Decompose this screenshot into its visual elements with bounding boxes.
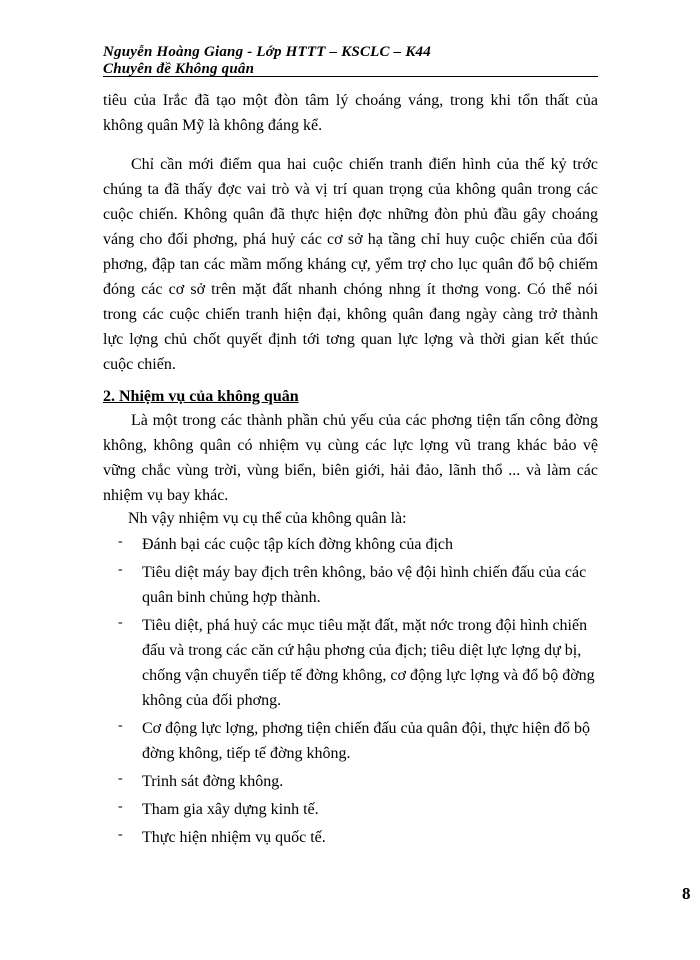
bullet-marker: - bbox=[118, 615, 123, 630]
task-text: Tiêu diệt, phá huỷ các mục tiêu mặt đất, mặt nớc trong đội hình chiến đấu và trong các căn cứ hậu phơng của địch; tiêu diệt lực lợng dự bị, chống vận chuyển tiếp tế đờng không, cơ động lực lợng và đổ bộ đờng không của đối phơng. bbox=[142, 617, 595, 709]
list-item bbox=[118, 825, 600, 850]
tasks-list bbox=[118, 532, 600, 853]
list-item bbox=[118, 560, 600, 610]
list-item bbox=[118, 797, 600, 822]
summary-paragraph-text: Chỉ cần mới điểm qua hai cuộc chiến tranh điển hình của thế kỷ trớc chúng ta đã thấy đợc vai trò và vị trí quan trọng của không quân trong các cuộc chiến. Không quân đã thực hiện đợc những đòn phủ đầu gây choáng váng cho đối phơng, phá huỷ các cơ sở hạ tầng chỉ huy cuộc chiến của đối phơng, đập tan các mầm mống kháng cự, yểm trợ cho lục quân đổ bộ chiếm đóng các cơ sở trên mặt đất nhanh chóng nhng ít thơng vong. Có thể nói trong các cuộc chiến tranh hiện đại, không quân đang ngày càng trở thành lực lợng chủ chốt quyết định tới tơng quan lực lợng và thời gian kết thúc cuộc chiến. bbox=[103, 156, 598, 373]
task-text: Trinh sát đờng không. bbox=[142, 773, 284, 790]
header-topic-line: Chuyên đề Không quân bbox=[103, 61, 255, 77]
section-paragraph bbox=[103, 408, 598, 508]
bullet-marker: - bbox=[118, 718, 123, 733]
intro-paragraph bbox=[103, 88, 598, 138]
page-number: 8 bbox=[682, 884, 691, 903]
bullet-marker: - bbox=[118, 562, 123, 577]
bullet-marker: - bbox=[118, 534, 123, 549]
bullet-marker: - bbox=[118, 827, 123, 842]
task-text: Tham gia xây dựng kinh tế. bbox=[142, 801, 319, 818]
list-item bbox=[118, 532, 600, 557]
task-text: Đánh bại các cuộc tập kích đờng không của địch bbox=[142, 536, 454, 553]
list-item bbox=[118, 716, 600, 766]
list-item bbox=[118, 613, 600, 713]
summary-paragraph bbox=[103, 152, 598, 377]
intro-paragraph-text: tiêu của Irắc đã tạo một đòn tâm lý choáng váng, trong khi tổn thất của không quân Mỹ là không đáng kể. bbox=[103, 92, 598, 134]
task-text: Thực hiện nhiệm vụ quốc tế. bbox=[142, 829, 326, 846]
section-paragraph-text: Là một trong các thành phần chủ yếu của các phơng tiện tấn công đờng không, không quân có nhiệm vụ cùng các lực lợng vũ trang khác bảo vệ vững chắc vùng trời, vùng biển, biên giới, hải đảo, lãnh thổ ... và làm các nhiệm vụ bay khác. bbox=[103, 412, 598, 504]
header-divider bbox=[103, 76, 598, 77]
header-author-line: Nguyễn Hoàng Giang - Lớp HTTT – KSCLC – K44 bbox=[103, 44, 431, 60]
tasks-intro: Nh vậy nhiệm vụ cụ thể của không quân là: bbox=[128, 510, 407, 527]
page-header bbox=[103, 44, 603, 78]
task-text: Cơ động lực lợng, phơng tiện chiến đấu của quân đội, thực hiện đổ bộ đờng không, tiếp tế đờng không. bbox=[142, 720, 590, 762]
task-text: Tiêu diệt máy bay địch trên không, bảo vệ đội hình chiến đấu của các quân binh chủng hợp thành. bbox=[142, 564, 587, 606]
section-heading: 2. Nhiệm vụ của không quân bbox=[103, 388, 299, 405]
bullet-marker: - bbox=[118, 771, 123, 786]
bullet-marker: - bbox=[118, 799, 123, 814]
list-item bbox=[118, 769, 600, 794]
